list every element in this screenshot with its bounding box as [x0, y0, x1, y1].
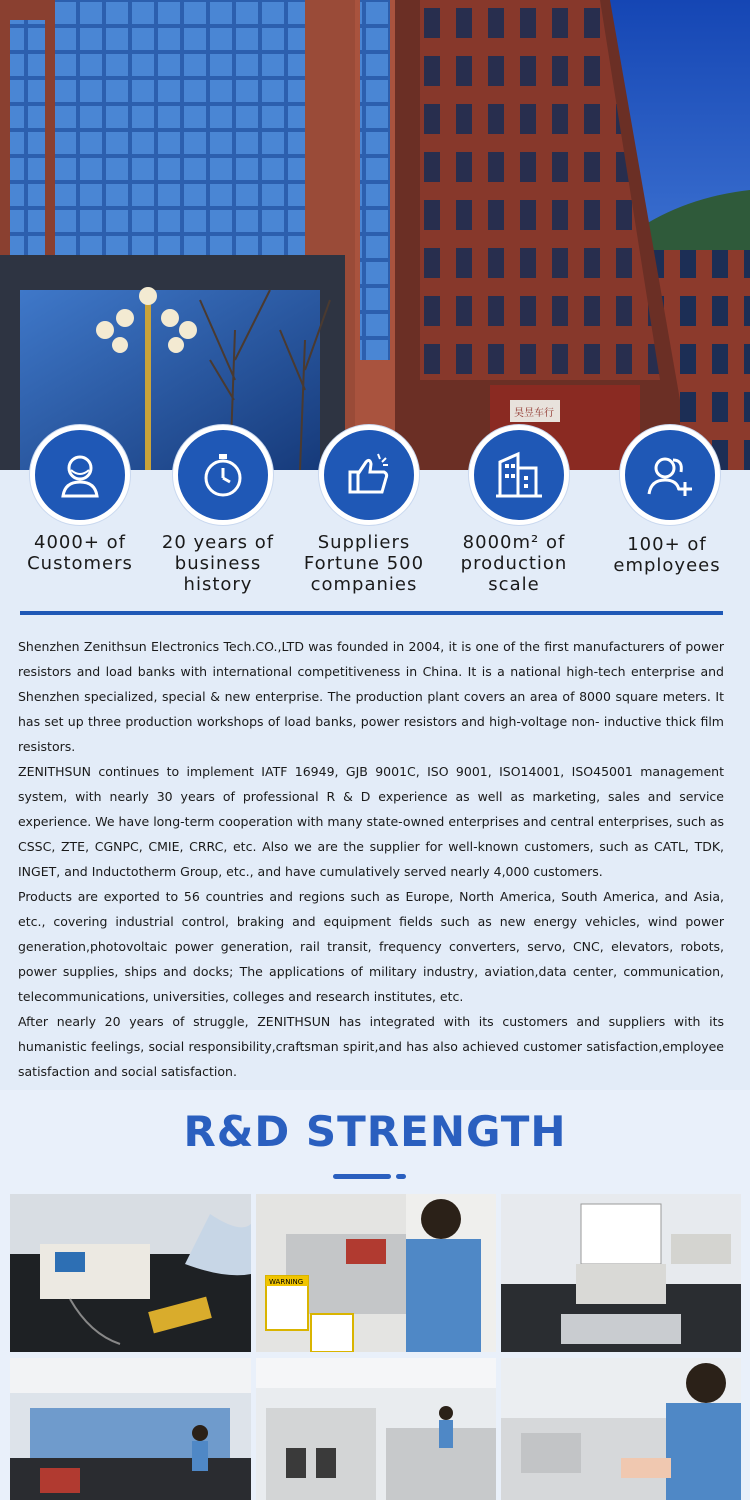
rd-photo-instrument	[10, 1194, 251, 1352]
rd-photo-lab-floor	[10, 1358, 251, 1500]
title-underline-dot	[396, 1174, 406, 1179]
company-description	[18, 634, 724, 1084]
employees-icon	[620, 425, 720, 525]
rd-photo-technician-bench	[501, 1358, 741, 1500]
stat-history-label: 20 years of business history	[161, 532, 275, 595]
section-divider	[20, 611, 723, 615]
stats-row	[0, 470, 750, 615]
stat-production-label: 8000m² of production scale	[460, 532, 568, 595]
about-paragraph: After nearly 20 years of struggle, ZENITHSUN has integrated with its customers and suppliers with its humanistic feelings, social responsibility,craftsman spirit,and has also achieved customer satisfaction,employee satisfaction and social satisfaction.	[18, 1014, 724, 1079]
rd-photo-equipment-aisle	[256, 1358, 496, 1500]
thumbs-up-icon	[319, 425, 419, 525]
about-paragraph: Products are exported to 56 countries and regions such as Europe, North America, South America, and Asia, etc., covering industrial control, braking and equipment fields such as new energy vehicles, wind power generation,photovoltaic power generation, rail transit, frequency converters, servo, CNC, elevators, robots, power supplies, ships and docks; The applications of military industry, aviation,data center, communication, telecommunications, universities, colleges and research institutes, etc.	[18, 889, 724, 1004]
about-paragraph: Shenzhen Zenithsun Electronics Tech.CO.,LTD was founded in 2004, it is one of the first manufacturers of power resistors and load banks with international competitiveness in China. It is a national high-tech enterprise and Shenzhen specialized, special & new enterprise. The production plant covers an area of 8000 square meters. It has set up three production workshops of load banks, power resistors and high-voltage non- inductive thick film resistors.	[18, 639, 724, 754]
about-paragraph: ZENITHSUN continues to implement IATF 16949, GJB 9001C, ISO 9001, ISO14001, ISO45001 management system, with nearly 30 years of professional R & D experience as well as marketing, sales and service experience. We have long-term cooperation with many state-owned enterprises and central enterprises, such as CSSC, ZTE, CGNPC, CMIE, CRRC, etc. Also we are the supplier for well-known customers, such as CATL, TDK, INGET, and Inductotherm Group, etc., and have cumulatively served nearly 4,000 customers.	[18, 764, 724, 879]
rd-title: R&D STRENGTH	[183, 1107, 567, 1156]
customer-icon	[30, 425, 130, 525]
stat-customers-label: 4000+ of Customers	[27, 532, 133, 574]
svg-text:WARNING: WARNING	[269, 1278, 304, 1286]
rd-photo-technician	[256, 1194, 496, 1352]
stat-employees-label: 100+ of employees	[613, 534, 721, 576]
stopwatch-icon	[173, 425, 273, 525]
title-underline	[333, 1174, 391, 1179]
building-icon	[469, 425, 569, 525]
rd-photo-lab-bench	[501, 1194, 741, 1352]
stat-fortune500-label: Suppliers Fortune 500 companies	[303, 532, 425, 595]
rd-strength-section	[0, 1090, 750, 1500]
svg-text:昊昱车行: 昊昱车行	[514, 408, 554, 419]
hero-building-photo	[0, 0, 750, 470]
